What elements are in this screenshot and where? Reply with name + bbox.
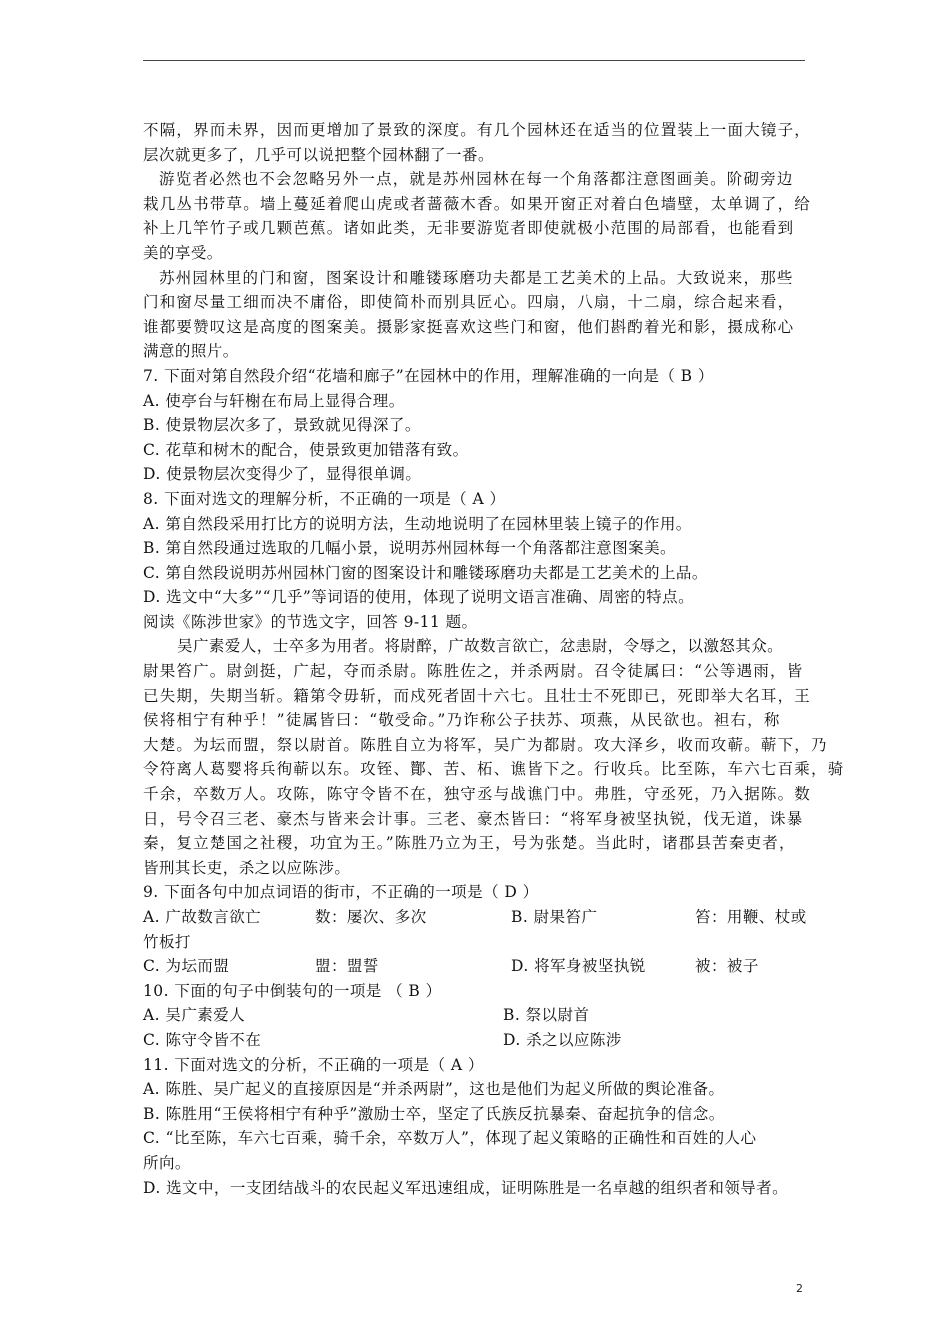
passage-line: 层次就更多了，几乎可以说把整个园林翻了一番。	[143, 145, 494, 164]
classical-line: 秦，复立楚国之社稷，功宜为王。”陈胜乃立为王，号为张楚。当此时，诸郡县苦秦吏者，	[143, 834, 796, 853]
question-8-stem: 8. 下面对选文的理解分析，不正确的一项是（ A ）	[143, 489, 506, 508]
question-8-option: C. 第自然段说明苏州园林门窗的图案设计和雕镂琢磨功夫都是工艺美术的上品。	[143, 563, 708, 582]
question-8-option: D. 选文中“大多”“几乎”等词语的使用，体现了说明文语言准确、周密的特点。	[143, 588, 695, 607]
question-7-option: D. 使景物层次变得少了，显得很单调。	[143, 465, 422, 484]
question-9-option-d-text: D. 将军身被坚执锐	[511, 957, 646, 976]
question-11-option: C. “比至陈，车六七百乘，骑千余，卒数万人”，体现了起义策略的正确性和百姓的人心	[143, 1129, 757, 1148]
question-9-option-b-text: B. 尉果笞广	[511, 908, 598, 926]
passage-line: 补上几竿竹子或几颗芭蕉。诸如此类，无非要游览者即使就极小范围的局部看，也能看到	[143, 219, 795, 238]
question-7-stem: 7. 下面对第自然段介绍“花墙和廊子”在园林中的作用，理解准确的一向是（ B ）	[143, 366, 714, 385]
question-9-stem: 9. 下面各句中加点词语的街市，不正确的一项是（ D ）	[143, 883, 539, 902]
question-8-option: B. 第自然段通过选取的几幅小景，说明苏州园林每一个角落都注意图案美。	[143, 539, 676, 558]
passage-line: 苏州园林里的门和窗，图案设计和雕镂琢磨功夫都是工艺美术的上品。大致说来，那些	[159, 268, 794, 287]
passage-line: 门和窗尽量工细而决不庸俗，即使简朴而别具匠心。四扇，八扇，十二扇，综合起来看，	[143, 293, 795, 312]
question-11-option: 所向。	[143, 1153, 191, 1172]
passage-line: 不隔，界而未界，因而更增加了景致的深度。有几个园林还在适当的位置装上一面大镜子，	[143, 121, 812, 139]
question-9-option-c-explanation: 盟：盟誓	[315, 957, 379, 976]
classical-line: 令符离人葛婴将兵徇蕲以东。攻铚、酇、苦、柘、谯皆下之。行收兵。比至陈，车六七百乘，骑	[143, 760, 845, 779]
passage-line: 游览者必然也不会忽略另外一点，就是苏州园林在每一个角落都注意图画美。阶砌旁边	[159, 170, 794, 189]
question-8-option: A. 第自然段采用打比方的说明方法，生动地说明了在园林里装上镜子的作用。	[143, 514, 692, 533]
question-10-option-b: B. 祭以尉首	[503, 1006, 590, 1025]
question-11-option: A. 陈胜、吴广起义的直接原因是“并杀两尉”，这也是他们为起义所做的舆论准备。	[143, 1080, 725, 1099]
classical-line: 已失期，失期当斩。籍第令毋斩，而戍死者固十六七。且壮士不死即已，死即举大名耳，王	[143, 686, 812, 705]
classical-line: 皆刑其长吏，杀之以应陈涉。	[143, 858, 351, 877]
question-9-option-d-explanation: 被：被子	[695, 957, 759, 976]
classical-line: 千余，卒数万人。攻陈，陈守令皆不在，独守丞与战谯门中。弗胜，守丞死，乃入据陈。数	[143, 785, 812, 804]
question-11-option: B. 陈胜用“王侯将相宁有种乎”激励士卒，坚定了氏族反抗暴秦、奋起抗争的信念。	[143, 1104, 725, 1123]
question-10-option-d: D. 杀之以应陈涉	[503, 1030, 622, 1049]
reading-intro: 阅读《陈涉世家》的节选文字，回答 9-11 题。	[143, 612, 478, 631]
classical-line: 侯将相宁有种乎！”徒属皆曰：“敬受命。”乃诈称公子扶苏、项燕，从民欲也。袒右，称	[143, 711, 781, 730]
question-9-option-b-explanation: 笞：用鞭、杖或	[695, 908, 807, 926]
question-9-row-cd	[143, 954, 815, 979]
page-number: 2	[796, 1282, 803, 1295]
passage-line: 美的享受。	[143, 243, 223, 262]
header-rule	[143, 60, 805, 61]
question-9-option-b-explanation-cont: 竹板打	[143, 932, 191, 951]
question-9-option-a-text: A. 广故数言欲亡	[143, 908, 262, 926]
question-10-stem: 10. 下面的句子中倒装句的一项是 （ B ）	[143, 981, 442, 1000]
question-10-option-a: A. 吴广素爱人	[143, 1006, 246, 1025]
question-10-row-cd	[143, 1028, 815, 1053]
question-9-row-ab	[143, 905, 815, 930]
question-9-option-c-text: C. 为坛而盟	[143, 957, 230, 976]
question-7-option: B. 使景物层次多了，景致就见得深了。	[143, 416, 421, 435]
question-11-stem: 11. 下面对选文的分析，不正确的一项是（ A ）	[143, 1055, 484, 1074]
question-7-option: C. 花草和树木的配合，使景致更加错落有致。	[143, 440, 469, 459]
classical-line: 吴广素爱人，士卒多为用者。将尉醉，广故数言欲亡，忿恚尉，令辱之，以激怒其众。	[177, 637, 784, 656]
passage-line: 栽几丛书带草。墙上蔓延着爬山虎或者蔷薇木香。如果开窗正对着白色墙壁，太单调了，给	[143, 194, 812, 213]
passage-line: 谁都要赞叹这是高度的图案美。摄影家挺喜欢这些门和窗，他们斟酌着光和影，摄成称心	[143, 317, 795, 336]
page-content	[143, 118, 845, 1200]
question-9-option-a-explanation: 数：屡次、多次	[315, 908, 427, 926]
classical-line: 日，号令召三老、豪杰与皆来会计事。三老、豪杰皆曰：“将军身被坚执锐，伐无道，诛暴	[143, 809, 804, 828]
classical-line: 大楚。为坛而盟，祭以尉首。陈胜自立为将军，吴广为都尉。攻大泽乡，收而攻蕲。蕲下，乃	[143, 735, 828, 754]
question-10-option-c: C. 陈守令皆不在	[143, 1030, 262, 1049]
question-11-option: D. 选文中，一支团结战斗的农民起义军迅速组成，证明陈胜是一名卓越的组织者和领导者。	[143, 1178, 789, 1197]
passage-line: 满意的照片。	[143, 342, 239, 361]
question-7-option: A. 使亭台与轩榭在布局上显得合理。	[143, 391, 405, 410]
classical-line: 尉果笞广。尉剑挺，广起，夺而杀尉。陈胜佐之，并杀两尉。召令徒属曰：“公等遇雨，皆	[143, 662, 804, 681]
question-10-row-ab	[143, 1003, 815, 1028]
